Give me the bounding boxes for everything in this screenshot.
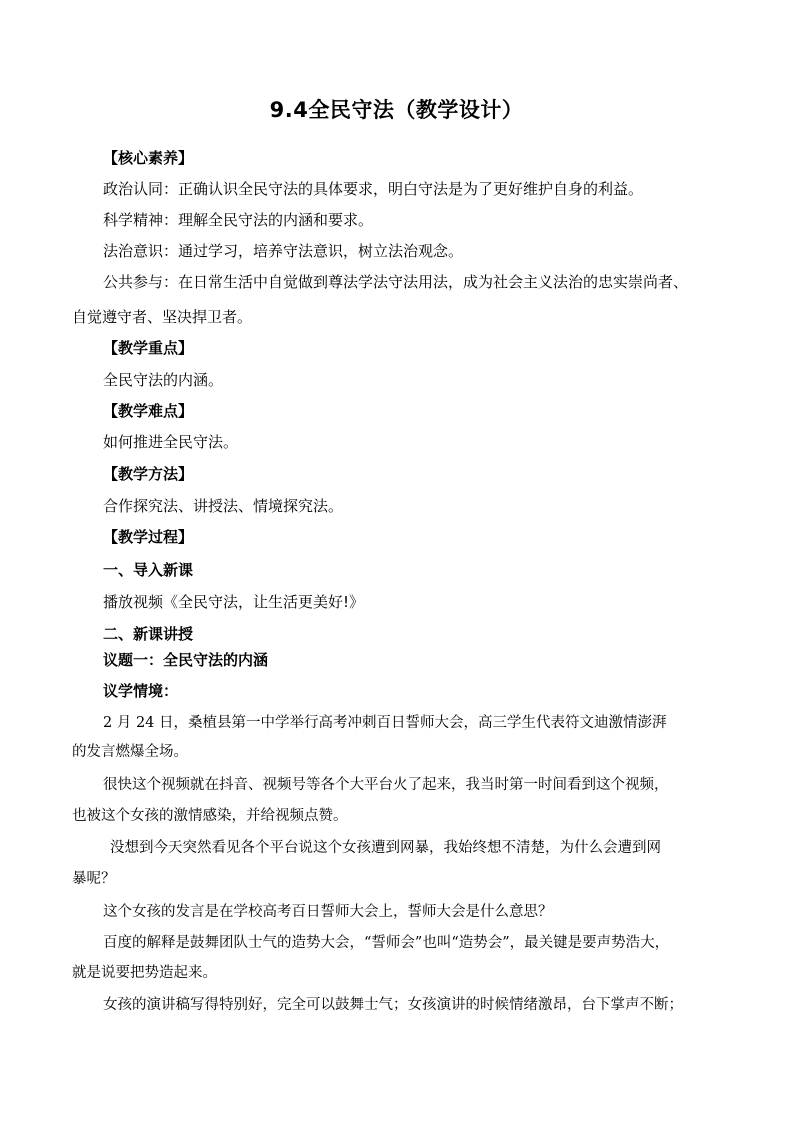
situation-line: 的发言燃爆全场。	[72, 744, 188, 760]
document-title: 9.4全民守法（教学设计）	[269, 98, 524, 122]
situation-line: 没想到今天突然看见各个平台说这个女孩遭到网暴，我始终想不清楚，为什么会遭到网	[110, 840, 661, 856]
situation-line: 也被这个女孩的激情感染，并给视频点赞。	[72, 808, 348, 824]
core-literacy-item: 科学精神：理解全民守法的内涵和要求。	[103, 211, 374, 229]
core-literacy-item: 公共参与：在日常生活中自觉做到尊法学法守法用法，成为社会主义法治的忠实崇尚者、	[103, 273, 689, 291]
core-literacy-item: 法治意识：通过学习，培养守法意识，树立法治观念。	[103, 242, 464, 260]
process-heading: 【教学过程】	[103, 528, 194, 546]
part1-text: 播放视频《全民守法，让生活更美好!》	[103, 593, 365, 611]
situation-line: 这个女孩的发言是在学校高考百日誓师大会上，誓师大会是什么意思？	[103, 904, 553, 920]
part2-heading: 二、新课讲授	[103, 625, 194, 643]
core-literacy-item: 自觉遵守者、坚决捍卫者。	[72, 308, 253, 326]
methods-text: 合作探究法、讲授法、情境探究法。	[103, 497, 344, 515]
situation-line: 百度的解释是鼓舞团队士气的造势大会，“誓师会”也叫“造势会”，最关键是要声势浩大，	[103, 935, 670, 951]
topic1-heading: 议题一：全民守法的内涵	[103, 651, 269, 669]
part1-heading: 一、导入新课	[103, 561, 194, 579]
difficulty-heading: 【教学难点】	[103, 402, 194, 420]
core-literacy-heading: 【核心素养】	[103, 149, 194, 167]
situation-line: 暴呢？	[72, 871, 116, 887]
situation-line: 2 月 24 日，桑植县第一中学举行高考冲刺百日誓师大会，高三学生代表符文迪激情澎湃	[103, 715, 667, 731]
key-point-heading: 【教学重点】	[103, 339, 194, 357]
key-point-text: 全民守法的内涵。	[103, 371, 224, 389]
situation-line: 女孩的演讲稿写得特别好，完全可以鼓舞士气；女孩演讲的时候情绪激昂，台下掌声不断；	[103, 997, 683, 1013]
core-literacy-item: 政治认同：正确认识全民守法的具体要求，明白守法是为了更好维护自身的利益。	[103, 180, 644, 198]
situation-heading: 议学情境：	[103, 682, 179, 700]
difficulty-text: 如何推进全民守法。	[103, 433, 239, 451]
methods-heading: 【教学方法】	[103, 465, 194, 483]
situation-line: 很快这个视频就在抖音、视频号等各个大平台火了起来，我当时第一时间看到这个视频，	[103, 777, 669, 793]
situation-line: 就是说要把势造起来。	[72, 965, 217, 981]
